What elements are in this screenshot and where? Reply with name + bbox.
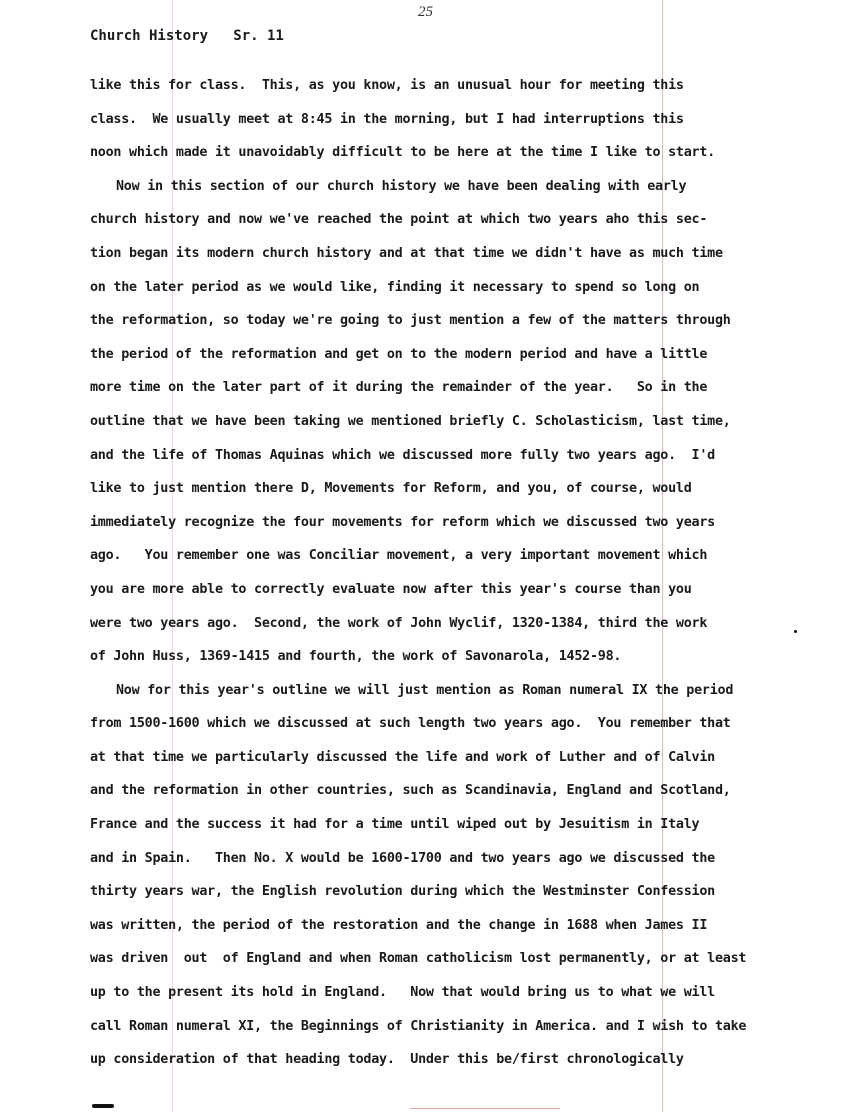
text-line: of John Huss, 1369-1415 and fourth, the work of Savonarola, 1452-98. (90, 649, 622, 665)
text-line: tion began its modern church history and at that time we didn't have as much time (90, 245, 723, 261)
page-number: 25 (418, 4, 433, 20)
text-line: immediately recognize the four movements for reform which we discussed two years (90, 514, 715, 530)
transcript-body (90, 76, 810, 1084)
text-line: call Roman numeral XI, the Beginnings of Christianity in America. and I wish to take (90, 1018, 747, 1034)
text-line: the period of the reformation and get on to the modern period and have a little (90, 346, 708, 362)
text-line: church history and now we've reached the point at which two years aho this sec- (90, 212, 708, 228)
text-line: thirty years war, the English revolution during which the Westminster Confession (90, 884, 715, 900)
text-line: class. We usually meet at 8:45 in the morning, but I had interruptions this (90, 111, 684, 127)
text-line: up to the present its hold in England. Now that would bring us to what we will (90, 985, 715, 1001)
text-line: you are more able to correctly evaluate now after this year's course than you (90, 581, 692, 597)
text-line: France and the success it had for a time until wiped out by Jesuitism in Italy (90, 817, 700, 833)
text-line: and the life of Thomas Aquinas which we discussed more fully two years ago. I'd (90, 447, 715, 463)
text-line: was driven out of England and when Roman catholicism lost permanently, or at least (90, 951, 747, 967)
text-line: from 1500-1600 which we discussed at such length two years ago. You remember that (90, 716, 731, 732)
ink-dot (794, 630, 797, 633)
text-line: the reformation, so today we're going to just mention a few of the matters through (90, 313, 731, 329)
text-line: Now in this section of our church history we have been dealing with early (116, 178, 687, 194)
text-line: was written, the period of the restoration and the change in 1688 when James II (90, 917, 708, 933)
text-line: ago. You remember one was Conciliar movement, a very important movement which (90, 548, 708, 564)
text-line: like this for class. This, as you know, is an unusual hour for meeting this (90, 78, 684, 93)
text-line: like to just mention there D, Movements for Reform, and you, of course, would (90, 481, 692, 497)
text-line: and the reformation in other countries, such as Scandinavia, England and Scotland, (90, 783, 731, 799)
text-line: at that time we particularly discussed the life and work of Luther and of Calvin (90, 749, 715, 765)
text-line: up consideration of that heading today. Under this be/first chronologically (90, 1052, 684, 1068)
text-line: on the later period as we would like, finding it necessary to spend so long on (90, 279, 700, 295)
ink-smudge (92, 1104, 114, 1108)
text-line: noon which made it unavoidably difficult to be here at the time I like to start. (90, 145, 715, 161)
ink-smudge (410, 1108, 560, 1109)
text-line: more time on the later part of it during the remainder of the year. So in the (90, 380, 708, 396)
text-line: outline that we have been taking we mentioned briefly C. Scholasticism, last time, (90, 413, 731, 429)
document-header: Church History Sr. 11 (90, 28, 284, 44)
text-line: were two years ago. Second, the work of John Wyclif, 1320-1384, third the work (90, 615, 708, 631)
text-line: Now for this year's outline we will just mention as Roman numeral IX the period (116, 682, 734, 698)
text-line: and in Spain. Then No. X would be 1600-1700 and two years ago we discussed the (90, 850, 715, 866)
